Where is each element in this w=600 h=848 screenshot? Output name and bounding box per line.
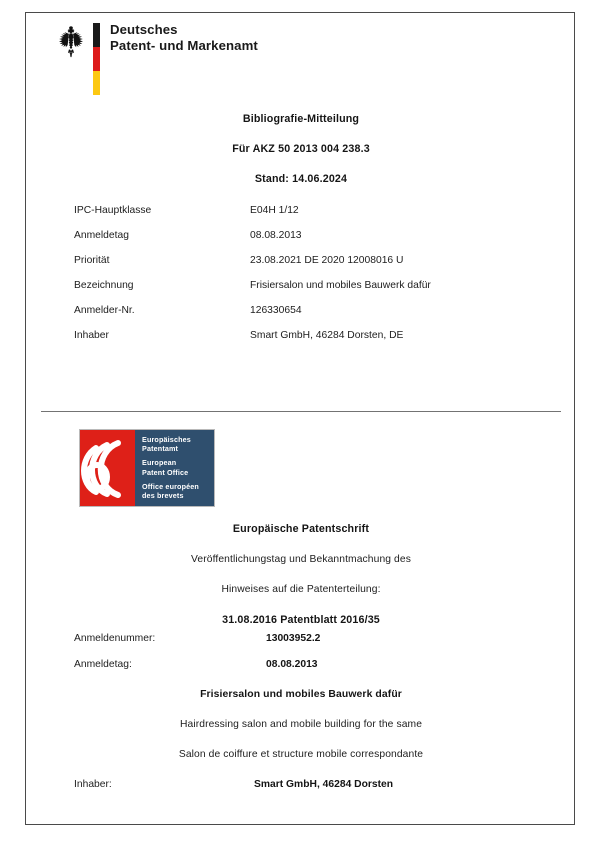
- dpma-name-line-1: Deutsches: [110, 22, 178, 37]
- invention-title-en: Hairdressing salon and mobile building for the same: [179, 719, 423, 730]
- flag-stripe-red: [93, 47, 100, 71]
- bibliography-heading-block: [26, 113, 576, 185]
- dpma-office-name: [110, 22, 258, 53]
- epo-lang-de-line2: Patentamt: [142, 444, 179, 454]
- table-row: [26, 633, 576, 659]
- row-value: 08.08.2013: [250, 230, 302, 241]
- table-row: [26, 330, 576, 355]
- page-title: Bibliografie-Mitteilung: [242, 113, 360, 125]
- epo-notice-line-1: Veröffentlichungstag und Bekanntmachung des: [191, 554, 411, 565]
- invention-title-de: Frisiersalon und mobiles Bauwerk dafür: [200, 689, 402, 700]
- dpma-name-line-2: Patent- und Markenamt: [110, 37, 258, 53]
- epo-lang-fr-line1: Office européen: [142, 481, 199, 491]
- document-page: [25, 12, 575, 825]
- table-row: [26, 305, 576, 330]
- owner-label: Inhaber:: [74, 779, 112, 790]
- row-value: E04H 1/12: [250, 205, 299, 216]
- row-label: Bezeichnung: [74, 280, 134, 291]
- bundesadler-icon: [54, 24, 88, 58]
- akz-subtitle: Für AKZ 50 2013 004 238.3: [232, 143, 370, 155]
- row-label: Anmeldetag: [74, 230, 129, 241]
- table-row: [26, 255, 576, 280]
- epo-lang-fr: [142, 482, 214, 500]
- table-row: [26, 659, 576, 685]
- flag-stripe-gold: [93, 71, 100, 95]
- row-label: Anmeldenummer:: [74, 633, 156, 644]
- row-label: Anmeldetag:: [74, 659, 132, 670]
- table-row: [26, 280, 576, 305]
- row-label: Inhaber: [74, 330, 109, 341]
- row-value: Frisiersalon und mobiles Bauwerk dafür: [250, 280, 431, 291]
- epo-document-title: Europäische Patentschrift: [232, 523, 370, 535]
- owner-value: Smart GmbH, 46284 Dorsten: [254, 779, 394, 790]
- epo-notice-line-2: Hinweises auf die Patenterteilung:: [221, 584, 381, 595]
- epo-lang-de: [142, 435, 214, 453]
- epo-spiral-icon: [80, 430, 135, 506]
- epo-lang-en-line2: Patent Office: [142, 467, 189, 477]
- epo-lang-en-line1: European: [142, 458, 177, 468]
- status-date: Stand: 14.06.2024: [254, 173, 348, 185]
- bibliography-table: [26, 205, 576, 355]
- table-row: [26, 230, 576, 255]
- row-label: IPC-Hauptklasse: [74, 205, 152, 216]
- row-label: Priorität: [74, 255, 110, 266]
- epo-logo-text: [135, 430, 214, 506]
- invention-title-fr: Salon de coiffure et structure mobile correspondante: [178, 749, 424, 760]
- epo-owner-row: [26, 779, 576, 799]
- row-value: 08.08.2013: [266, 659, 318, 670]
- invention-title-block: [26, 689, 576, 760]
- epo-logo: [79, 429, 215, 507]
- epo-lang-fr-line2: des brevets: [142, 491, 184, 501]
- epo-lang-de-line1: Europäisches: [142, 435, 191, 444]
- dpma-logo: [54, 23, 334, 113]
- row-label: Anmelder-Nr.: [74, 305, 135, 316]
- epo-heading-block: [26, 523, 576, 626]
- german-flag-bar: [93, 23, 100, 95]
- row-value: 23.08.2021 DE 2020 12008016 U: [250, 255, 404, 266]
- row-value: 13003952.2: [266, 633, 321, 644]
- flag-stripe-black: [93, 23, 100, 47]
- row-value: Smart GmbH, 46284 Dorsten, DE: [250, 330, 404, 341]
- epo-lang-en: [142, 458, 214, 476]
- table-row: [26, 205, 576, 230]
- epo-publication-date: 31.08.2016 Patentblatt 2016/35: [222, 614, 380, 626]
- epo-table: [26, 633, 576, 685]
- row-value: 126330654: [250, 305, 302, 316]
- section-divider: [41, 411, 561, 412]
